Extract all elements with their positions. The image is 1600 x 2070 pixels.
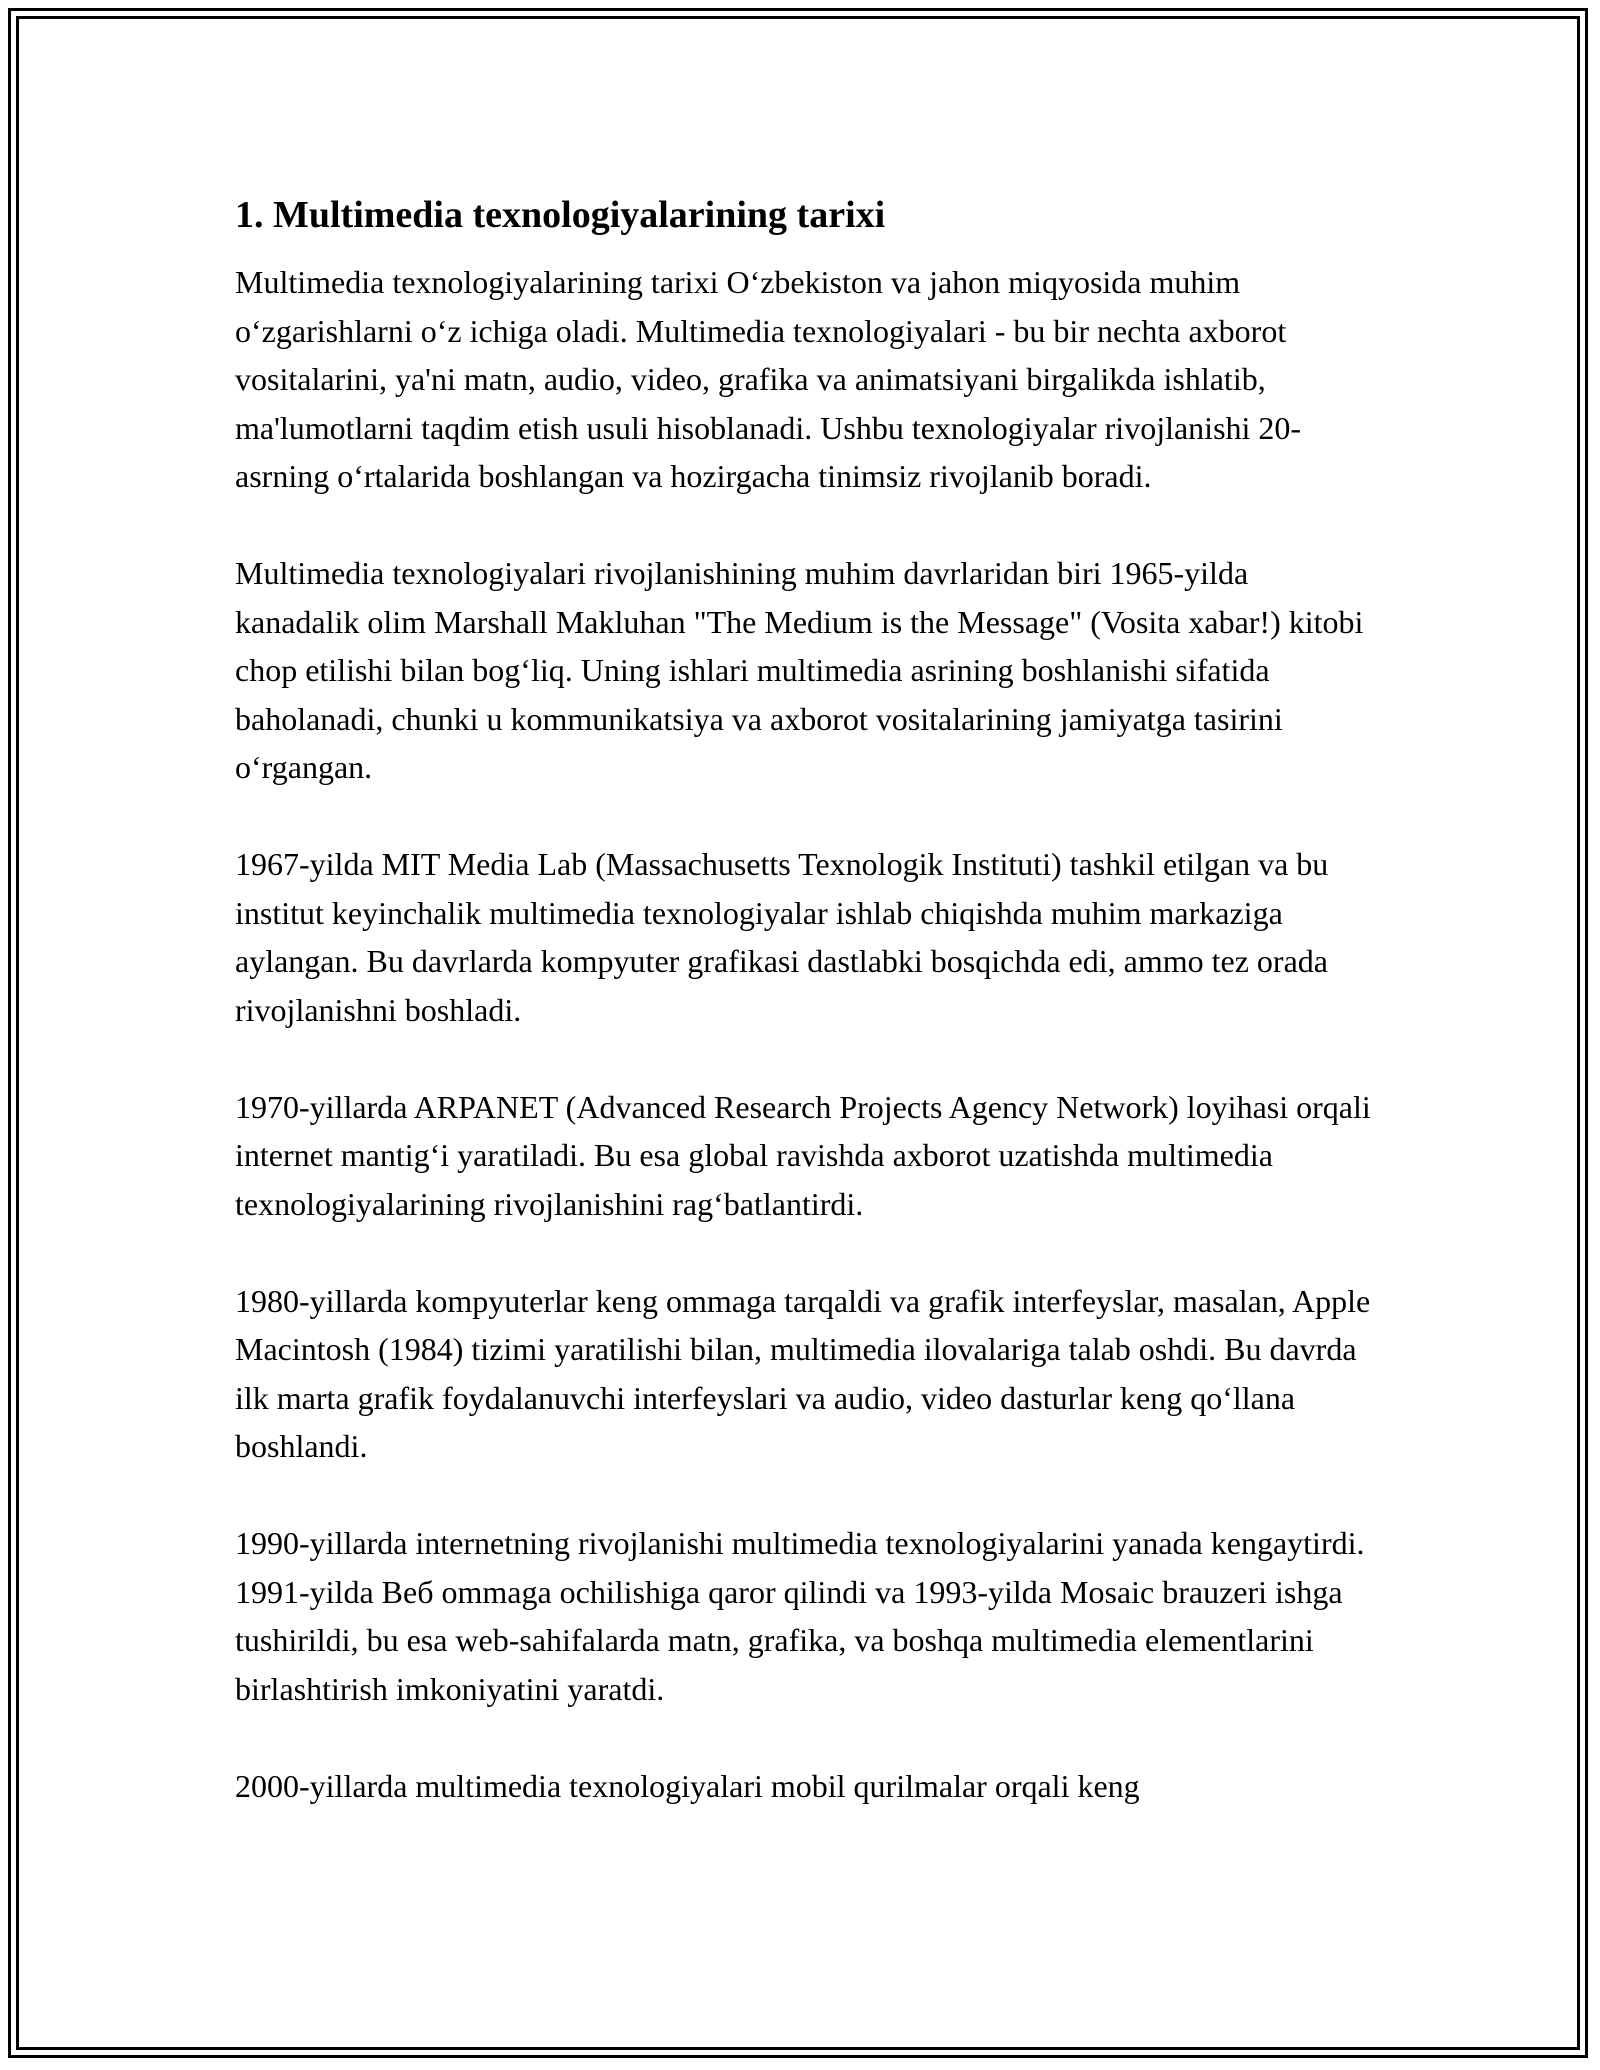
paragraph-1965: Multimedia texnologiyalari rivojlanishining muhim davrlaridan biri 1965-yilda kanadalik olim Marshall Makluhan "The Medium is the Message" (Vosita xabar!) kitobi chop etilishi bilan bog‘liq. Uning ishlari multimedia asrining boshlanishi sifatida baholanadi, chunki u kommunikatsiya va axborot vositalarining jamiyatga tasirini o‘rgangan.: [235, 555, 1364, 785]
paragraph-1990s: 1990-yillarda internetning rivojlanishi multimedia texnologiyalarini yanada kengaytirdi. 1991-yilda Веб ommaga ochilishiga qaror qilindi va 1993-yilda Mosaic brauzeri ishga tushirildi, bu esa web-sahifalarda matn, grafika, va boshqa multimedia elementlarini birlashtirish imkoniyatini yaratdi.: [235, 1525, 1365, 1707]
paragraph-1970s: 1970-yillarda ARPANET (Advanced Research Projects Agency Network) loyihasi orqali internet mantig‘i yaratiladi. Bu esa global ravishda axborot uzatishda multimedia texnologiyalarining rivojlanishini rag‘batlantirdi.: [235, 1088, 1371, 1222]
paragraph-1967: 1967-yilda MIT Media Lab (Massachusetts Texnologik Instituti) tashkil etilgan va bu institut keyinchalik multimedia texnologiyalar ishlab chiqishda muhim markaziga aylangan. Bu davrlarda kompyuter grafikasi dastlabki bosqichda edi, ammo tez orada rivojlanishni boshladi.: [235, 846, 1329, 1028]
paragraph-1980s: 1980-yillarda kompyuterlar keng ommaga tarqaldi va grafik interfeyslar, masalan, Apple Macintosh (1984) tizimi yaratilishi bilan, multimedia ilovalariga talab oshdi. Bu davrda ilk marta grafik foydalanuvchi interfeyslari va audio, video dasturlar keng qo‘llana boshlandi.: [235, 1282, 1371, 1464]
section-heading: 1. Multimedia texnologiyalarining tarixi: [235, 194, 886, 236]
document-body: [235, 186, 1375, 1859]
paragraph-intro: Multimedia texnologiyalarining tarixi O‘zbekiston va jahon miqyosida muhim o‘zgarishlarni o‘z ichiga oladi. Multimedia texnologiyalari - bu bir nechta axborot vositalarini, ya'ni matn, audio, video, grafika va animatsiyani birgalikda ishlatib, ma'lumotlarni taqdim etish usuli hisoblanadi. Ushbu texnologiyalar rivojlanishi 20-asrning o‘rtalarida boshlangan va hozirgacha tinimsiz rivojlanib boradi.: [235, 264, 1302, 494]
paragraph-2000s: 2000-yillarda multimedia texnologiyalari mobil qurilmalar orqali keng: [235, 1767, 1140, 1804]
